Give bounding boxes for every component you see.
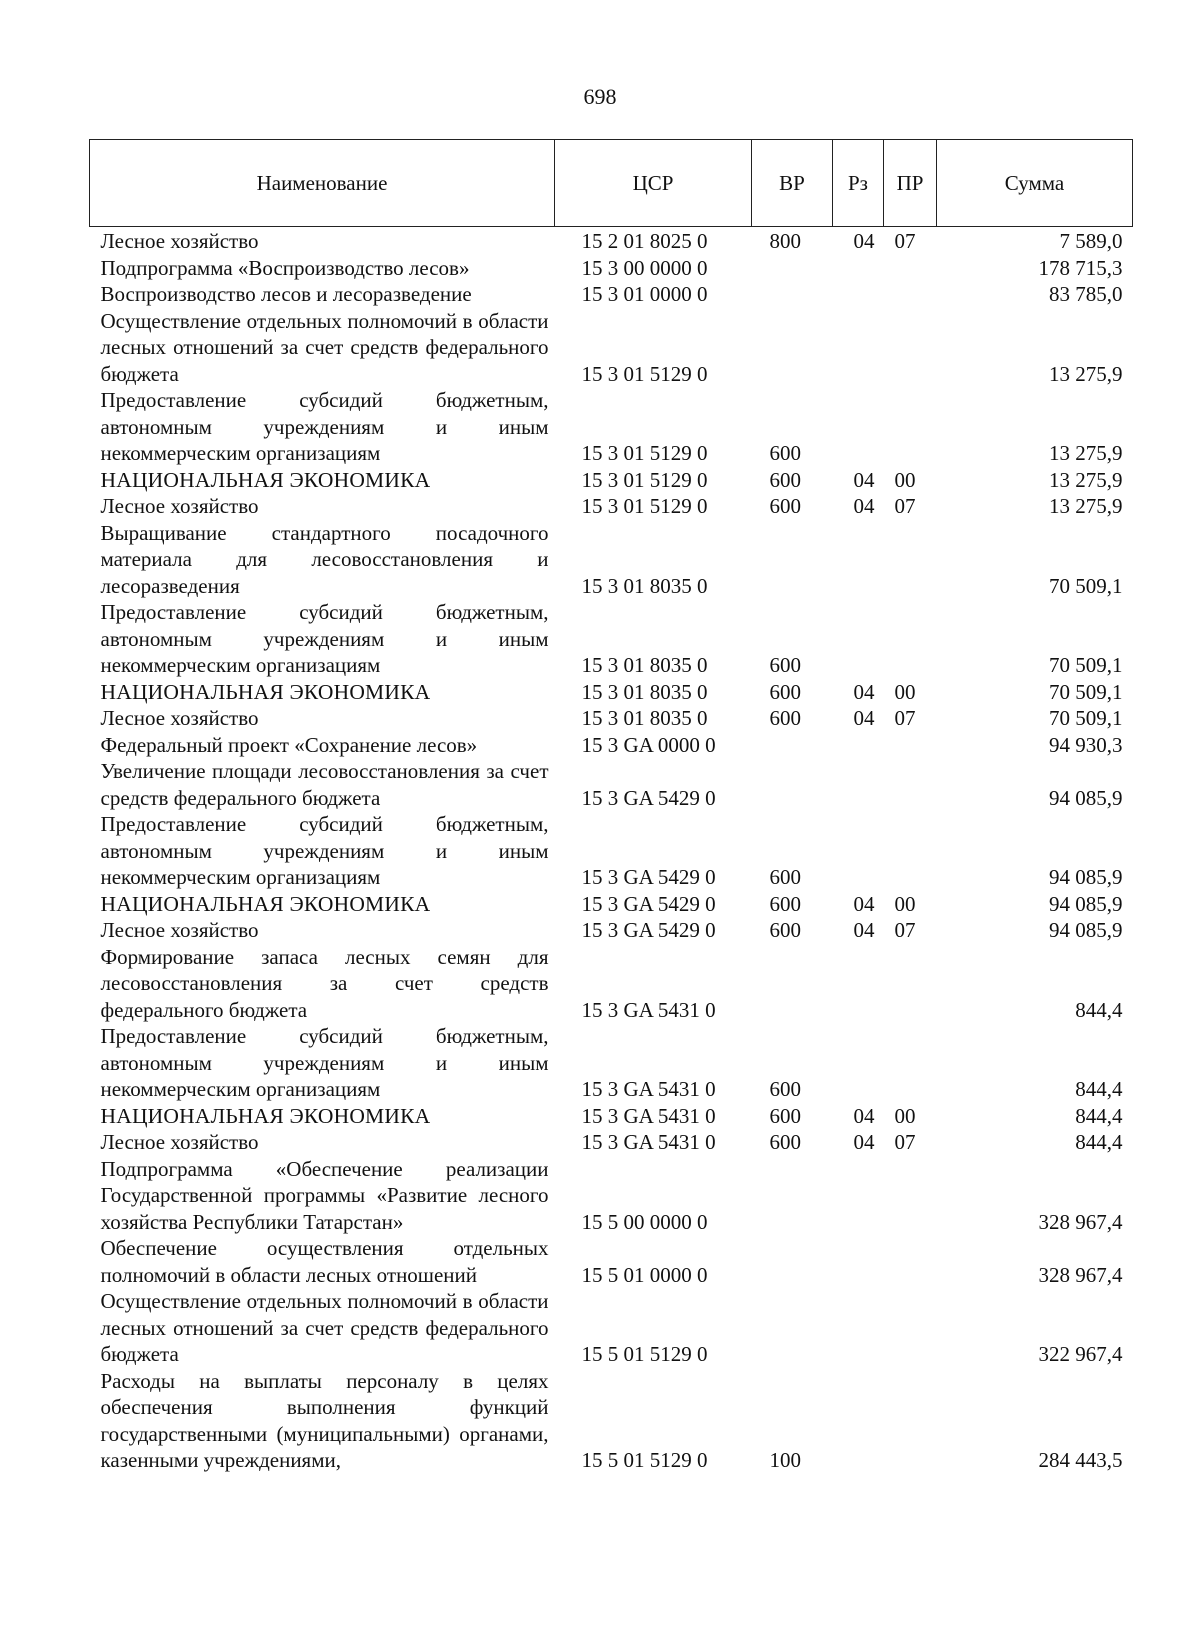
cell-csr: 15 5 00 0000 0 <box>581 1209 708 1234</box>
cell-name: Воспроизводство лесов и лесоразведение <box>100 282 472 306</box>
cell-vr <box>752 1288 833 1368</box>
cell-vr <box>752 281 833 308</box>
cell-pr <box>884 255 937 282</box>
cell-name: Предоставление субсидий бюджетным, автономным учреждениям и иным некоммерческим организациям <box>100 1024 549 1101</box>
cell-sum: 83 785,0 <box>1049 282 1123 306</box>
cell-name: Формирование запаса лесных семян для лесовосстановления за счет средств федерального бюджета <box>100 944 549 1022</box>
cell-rz <box>833 308 884 388</box>
cell-csr: 15 2 01 8025 0 <box>581 229 708 253</box>
cell-csr: 15 3 GA 5429 0 <box>581 865 716 889</box>
cell-pr <box>884 387 937 467</box>
cell-csr: 15 3 01 5129 0 <box>581 494 708 518</box>
cell-sum: 844,4 <box>1075 1103 1123 1128</box>
cell-name: Расходы на выплаты персоналу в целях обеспечения выполнения функций государственными (муниципальными) органами, казенными учреждениями, <box>100 1368 549 1472</box>
cell-name: Обеспечение осуществления отдельных полномочий в области лесных отношений <box>100 1236 549 1287</box>
cell-csr: 15 3 01 8035 0 <box>581 573 708 598</box>
cell-csr: 15 3 00 0000 0 <box>581 255 708 280</box>
table-row <box>90 467 1133 494</box>
cell-rz <box>833 1288 884 1368</box>
table-row <box>90 944 1133 1024</box>
cell-sum: 70 509,1 <box>1049 653 1123 677</box>
cell-csr: 15 3 GA 5429 0 <box>581 891 716 916</box>
cell-csr: 15 3 GA 5431 0 <box>581 997 716 1022</box>
cell-name: Федеральный проект «Сохранение лесов» <box>100 732 478 757</box>
table-row <box>90 227 1133 255</box>
cell-pr <box>884 1156 937 1236</box>
cell-name: НАЦИОНАЛЬНАЯ ЭКОНОМИКА <box>100 467 431 492</box>
cell-sum: 70 509,1 <box>1049 706 1123 730</box>
header-name: Наименование <box>90 140 555 227</box>
cell-pr: 07 <box>894 706 916 730</box>
table-row <box>90 1368 1133 1474</box>
cell-rz <box>833 944 884 1024</box>
cell-rz: 04 <box>853 467 875 492</box>
cell-rz <box>833 599 884 679</box>
cell-vr <box>752 308 833 388</box>
cell-pr <box>884 308 937 388</box>
cell-name: Лесное хозяйство <box>100 918 259 942</box>
cell-vr: 600 <box>769 441 801 465</box>
cell-pr: 07 <box>894 494 916 518</box>
cell-vr: 600 <box>769 891 801 916</box>
cell-pr: 00 <box>894 679 916 704</box>
cell-rz <box>833 1368 884 1474</box>
header-csr: ЦСР <box>555 140 752 227</box>
cell-rz <box>833 255 884 282</box>
table-row <box>90 1103 1133 1130</box>
cell-pr: 07 <box>894 1130 916 1154</box>
cell-sum: 328 967,4 <box>1038 1262 1123 1287</box>
cell-vr: 600 <box>769 679 801 704</box>
cell-csr: 15 3 01 0000 0 <box>581 282 708 306</box>
cell-sum: 13 275,9 <box>1049 441 1123 465</box>
cell-sum: 94 085,9 <box>1049 865 1123 889</box>
cell-sum: 94 085,9 <box>1049 918 1123 942</box>
cell-vr: 600 <box>769 1103 801 1128</box>
table-row <box>90 891 1133 918</box>
cell-rz <box>833 1023 884 1103</box>
cell-sum: 13 275,9 <box>1049 467 1123 492</box>
cell-sum: 844,4 <box>1075 997 1123 1022</box>
cell-name: НАЦИОНАЛЬНАЯ ЭКОНОМИКА <box>100 891 431 916</box>
cell-csr: 15 3 01 8035 0 <box>581 653 708 677</box>
cell-name: Увеличение площади лесовосстановления за счет средств федерального бюджета <box>100 759 549 810</box>
cell-pr: 00 <box>894 467 916 492</box>
cell-vr: 600 <box>769 706 801 730</box>
table-row <box>90 1235 1133 1288</box>
cell-vr <box>752 944 833 1024</box>
cell-csr: 15 3 GA 0000 0 <box>581 732 716 757</box>
cell-pr <box>884 1368 937 1474</box>
cell-vr: 600 <box>769 1077 801 1101</box>
cell-name: Лесное хозяйство <box>100 494 259 518</box>
cell-vr <box>752 1235 833 1288</box>
cell-csr: 15 3 01 8035 0 <box>581 706 708 730</box>
cell-name: Выращивание стандартного посадочного материала для лесовосстановления и лесоразведения <box>100 520 549 598</box>
cell-csr: 15 3 GA 5431 0 <box>581 1103 716 1128</box>
table-row <box>90 493 1133 520</box>
table-row <box>90 308 1133 388</box>
cell-sum: 94 085,9 <box>1049 891 1123 916</box>
table-body <box>90 227 1133 1474</box>
table-row <box>90 1288 1133 1368</box>
cell-sum: 844,4 <box>1075 1077 1123 1101</box>
cell-vr <box>752 732 833 759</box>
cell-rz <box>833 387 884 467</box>
table-row <box>90 732 1133 759</box>
table-row <box>90 599 1133 679</box>
cell-rz: 04 <box>853 918 875 942</box>
table-row <box>90 281 1133 308</box>
cell-vr: 600 <box>769 918 801 942</box>
cell-csr: 15 5 01 0000 0 <box>581 1262 708 1287</box>
cell-rz <box>833 520 884 600</box>
cell-name: Лесное хозяйство <box>100 706 259 730</box>
table-row <box>90 255 1133 282</box>
cell-rz <box>833 732 884 759</box>
cell-sum: 70 509,1 <box>1049 573 1123 598</box>
cell-rz: 04 <box>853 891 875 916</box>
table-row <box>90 758 1133 811</box>
cell-pr <box>884 1288 937 1368</box>
cell-name: НАЦИОНАЛЬНАЯ ЭКОНОМИКА <box>100 1103 431 1128</box>
cell-pr <box>884 944 937 1024</box>
header-vr: ВР <box>752 140 833 227</box>
cell-vr: 600 <box>769 494 801 518</box>
cell-vr <box>752 758 833 811</box>
cell-name: Осуществление отдельных полномочий в области лесных отношений за счет средств федерального бюджета <box>100 1289 549 1366</box>
cell-rz <box>833 1235 884 1288</box>
cell-sum: 284 443,5 <box>1038 1448 1123 1472</box>
cell-pr: 00 <box>894 891 916 916</box>
cell-rz: 04 <box>853 229 875 253</box>
cell-name: Подпрограмма «Воспроизводство лесов» <box>100 255 470 280</box>
cell-name: Лесное хозяйство <box>100 229 259 253</box>
cell-pr <box>884 1235 937 1288</box>
cell-vr: 600 <box>769 467 801 492</box>
cell-rz: 04 <box>853 706 875 730</box>
cell-rz: 04 <box>853 1103 875 1128</box>
cell-vr <box>752 1156 833 1236</box>
cell-sum: 7 589,0 <box>1059 229 1123 253</box>
cell-name: Подпрограмма «Обеспечение реализации Государственной программы «Развитие лесного хозяйства Республики Татарстан» <box>100 1156 549 1234</box>
cell-sum: 70 509,1 <box>1049 679 1123 704</box>
page-number: 698 <box>583 84 617 109</box>
cell-rz: 04 <box>853 1130 875 1154</box>
cell-pr <box>884 811 937 891</box>
cell-vr: 100 <box>769 1448 801 1472</box>
cell-vr <box>752 255 833 282</box>
cell-rz <box>833 811 884 891</box>
table-row <box>90 679 1133 706</box>
cell-vr <box>752 520 833 600</box>
cell-sum: 94 085,9 <box>1049 785 1123 810</box>
cell-rz <box>833 1156 884 1236</box>
table-row <box>90 1156 1133 1236</box>
cell-sum: 328 967,4 <box>1038 1209 1123 1234</box>
cell-csr: 15 5 01 5129 0 <box>581 1342 708 1366</box>
cell-vr: 600 <box>769 865 801 889</box>
cell-rz <box>833 281 884 308</box>
cell-sum: 322 967,4 <box>1038 1342 1123 1366</box>
cell-pr <box>884 599 937 679</box>
cell-vr: 600 <box>769 1130 801 1154</box>
cell-rz <box>833 758 884 811</box>
cell-csr: 15 3 01 5129 0 <box>581 441 708 465</box>
table-row <box>90 1023 1133 1103</box>
cell-pr <box>884 758 937 811</box>
cell-name: Осуществление отдельных полномочий в области лесных отношений за счет средств федерального бюджета <box>100 308 549 386</box>
cell-pr: 00 <box>894 1103 916 1128</box>
cell-pr: 07 <box>894 229 916 253</box>
cell-vr: 600 <box>769 653 801 677</box>
cell-name: Предоставление субсидий бюджетным, автономным учреждениям и иным некоммерческим организациям <box>100 600 549 677</box>
cell-rz: 04 <box>853 679 875 704</box>
cell-csr: 15 3 GA 5431 0 <box>581 1130 716 1154</box>
cell-csr: 15 3 GA 5429 0 <box>581 785 716 810</box>
cell-csr: 15 3 01 8035 0 <box>581 679 708 704</box>
budget-table <box>89 139 1133 1474</box>
header-rz: Рз <box>833 140 884 227</box>
cell-csr: 15 3 01 5129 0 <box>581 467 708 492</box>
cell-sum: 178 715,3 <box>1038 255 1123 280</box>
cell-rz: 04 <box>853 494 875 518</box>
table-row <box>90 1129 1133 1156</box>
cell-csr: 15 5 01 5129 0 <box>581 1448 708 1472</box>
table-row <box>90 705 1133 732</box>
cell-pr <box>884 281 937 308</box>
cell-vr: 800 <box>769 229 801 253</box>
table-row <box>90 520 1133 600</box>
table-row <box>90 917 1133 944</box>
header-pr: ПР <box>884 140 937 227</box>
cell-sum: 13 275,9 <box>1049 361 1123 386</box>
cell-name: Предоставление субсидий бюджетным, автономным учреждениям и иным некоммерческим организациям <box>100 812 549 889</box>
cell-sum: 844,4 <box>1075 1130 1123 1154</box>
table-header <box>90 140 1133 227</box>
cell-name: НАЦИОНАЛЬНАЯ ЭКОНОМИКА <box>100 679 431 704</box>
cell-name: Лесное хозяйство <box>100 1130 259 1154</box>
cell-sum: 94 930,3 <box>1049 732 1123 757</box>
cell-pr <box>884 1023 937 1103</box>
cell-sum: 13 275,9 <box>1049 494 1123 518</box>
cell-pr <box>884 732 937 759</box>
cell-pr: 07 <box>894 918 916 942</box>
cell-csr: 15 3 01 5129 0 <box>581 361 708 386</box>
table-row <box>90 811 1133 891</box>
cell-pr <box>884 520 937 600</box>
table-row <box>90 387 1133 467</box>
cell-csr: 15 3 GA 5431 0 <box>581 1077 716 1101</box>
header-sum: Сумма <box>937 140 1133 227</box>
cell-csr: 15 3 GA 5429 0 <box>581 918 716 942</box>
cell-name: Предоставление субсидий бюджетным, автономным учреждениям и иным некоммерческим организациям <box>100 388 549 465</box>
